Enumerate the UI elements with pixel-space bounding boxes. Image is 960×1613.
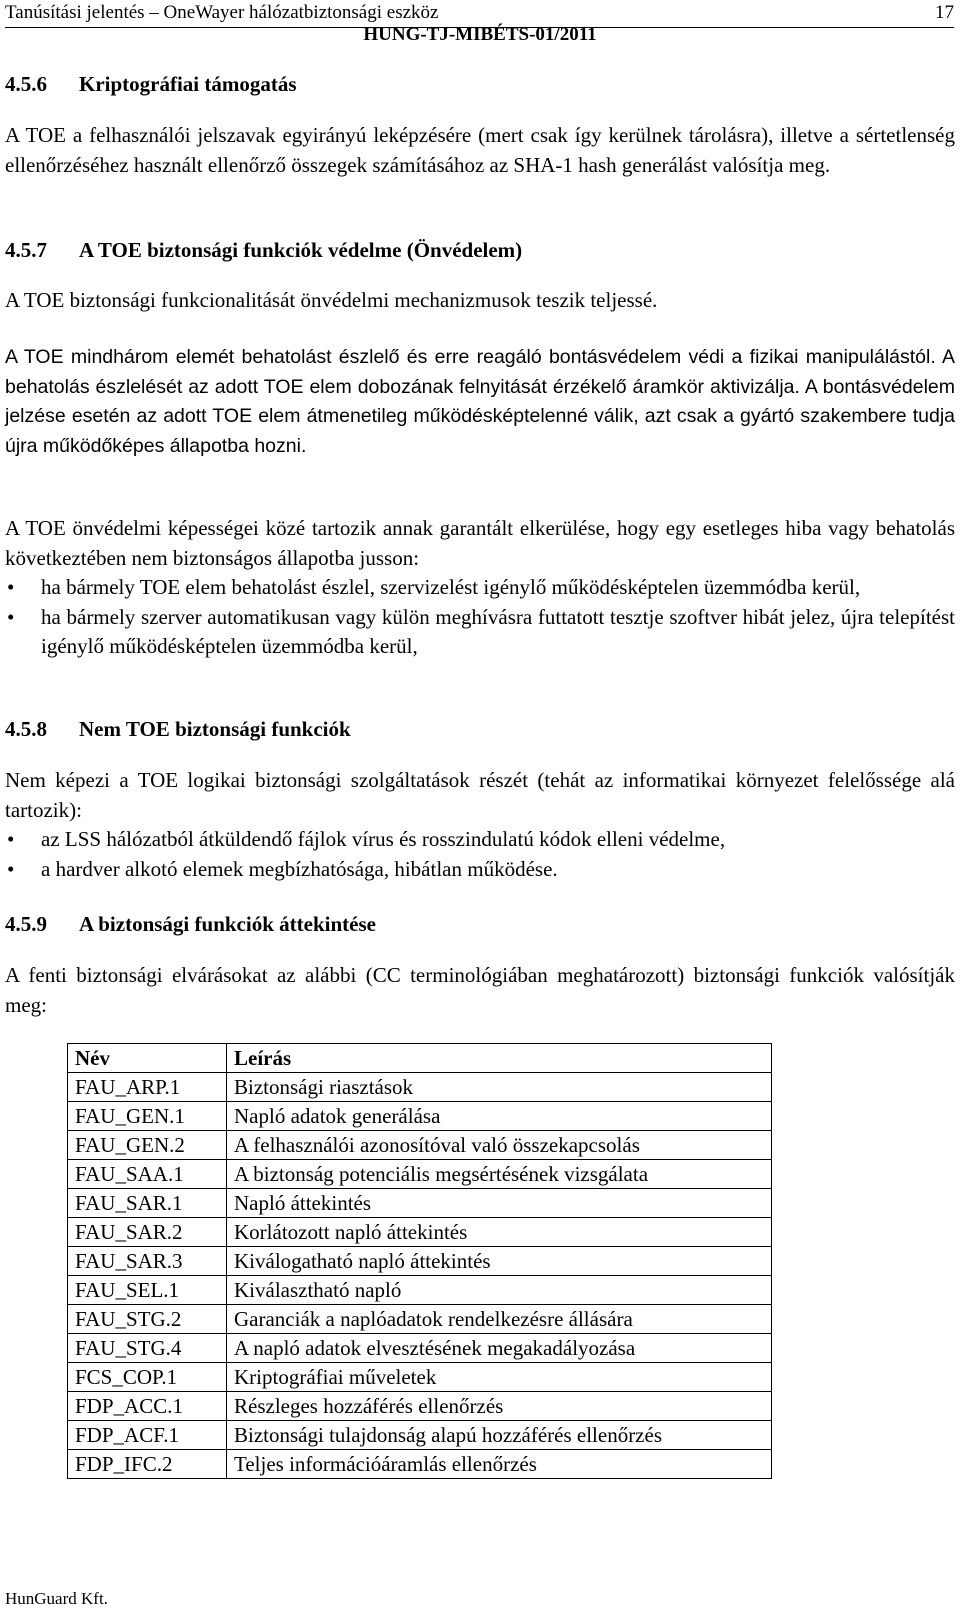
function-id: FDP_IFC.2 bbox=[68, 1450, 227, 1479]
paragraph-functions-overview: A fenti biztonsági elvárásokat az alábbi (CC terminológiában meghatározott) biztonsági funkciók valósítják meg: bbox=[5, 963, 955, 1017]
section-heading-456 bbox=[5, 72, 297, 97]
function-id: FAU_SAA.1 bbox=[68, 1160, 227, 1189]
list-item-text: az LSS hálózatból átküldendő fájlok vírus és rosszindulatú kódok elleni védelme, bbox=[41, 827, 726, 851]
list-item bbox=[5, 825, 955, 855]
page-number: 17 bbox=[935, 2, 954, 23]
function-id: FCS_COP.1 bbox=[68, 1363, 227, 1392]
function-id: FAU_SAR.1 bbox=[68, 1189, 227, 1218]
table-row bbox=[68, 1189, 772, 1218]
table-row bbox=[68, 1218, 772, 1247]
function-description: Biztonsági tulajdonság alapú hozzáférés ellenőrzés bbox=[227, 1421, 772, 1450]
section-number: 4.5.6 bbox=[5, 72, 47, 96]
function-description: A napló adatok elvesztésének megakadályozása bbox=[227, 1334, 772, 1363]
function-description: Napló áttekintés bbox=[227, 1189, 772, 1218]
table-row bbox=[68, 1363, 772, 1392]
bullet-list-non-toe bbox=[5, 825, 955, 884]
function-id: FDP_ACF.1 bbox=[68, 1421, 227, 1450]
function-description: Korlátozott napló áttekintés bbox=[227, 1218, 772, 1247]
section-number: 4.5.9 bbox=[5, 912, 47, 936]
list-item bbox=[5, 855, 955, 885]
bullet-icon: • bbox=[7, 856, 15, 881]
paragraph-self-protection-intro: A TOE biztonsági funkcionalitását önvédelmi mechanizmusok teszik teljessé. bbox=[5, 288, 658, 312]
document-reference: HUNG-TJ-MIBÉTS-01/2011 bbox=[363, 24, 597, 45]
header-title: Tanúsítási jelentés – OneWayer hálózatbiztonsági eszköz bbox=[5, 2, 439, 23]
list-item-text: a hardver alkotó elemek megbízhatósága, hibátlan működése. bbox=[41, 856, 558, 881]
section-title: Nem TOE biztonsági funkciók bbox=[79, 717, 351, 741]
security-functions-table bbox=[67, 1043, 772, 1479]
list-item bbox=[5, 603, 955, 662]
bullet-icon: • bbox=[7, 575, 15, 599]
function-description: Garanciák a naplóadatok rendelkezésre állására bbox=[227, 1305, 772, 1334]
list-item bbox=[5, 573, 955, 603]
function-id: FAU_GEN.2 bbox=[68, 1131, 227, 1160]
function-id: FAU_STG.4 bbox=[68, 1334, 227, 1363]
function-description: Kiválasztható napló bbox=[227, 1276, 772, 1305]
section-heading-458 bbox=[5, 717, 351, 742]
function-id: FAU_GEN.1 bbox=[68, 1102, 227, 1131]
function-description: A felhasználói azonosítóval való összekapcsolás bbox=[227, 1131, 772, 1160]
paragraph-crypto: A TOE a felhasználói jelszavak egyirányú leképzésére (mert csak így kerülnek tárolásra), illetve a sértetlenség ellenőrzéséhez használt ellenőrző összegek számításához az SHA-1 hash generálást valósítja meg. bbox=[5, 123, 955, 177]
footer-company: HunGuard Kft. bbox=[5, 1589, 108, 1608]
table-row bbox=[68, 1102, 772, 1131]
table-row bbox=[68, 1073, 772, 1102]
function-description: A biztonság potenciális megsértésének vizsgálata bbox=[227, 1160, 772, 1189]
table-row bbox=[68, 1160, 772, 1189]
function-description: Kriptográfiai műveletek bbox=[227, 1363, 772, 1392]
function-id: FAU_ARP.1 bbox=[68, 1073, 227, 1102]
table-row bbox=[68, 1247, 772, 1276]
paragraph-tamper-protection: A TOE mindhárom elemét behatolást észlelő és erre reagáló bontásvédelem védi a fizikai manipulálástól. A behatolás észlelését az adott TOE elem dobozának felnyitását érzékelő áramkör aktivizálja. A bontásvédelem jelzése esetén az adott TOE elem átmenetileg működésképtelenné válik, azt csak a gyártó szakembere tudja újra működőképes állapotba hozni. bbox=[5, 346, 955, 457]
column-header-name: Név bbox=[68, 1044, 227, 1073]
function-description: Biztonsági riasztások bbox=[227, 1073, 772, 1102]
table-row bbox=[68, 1131, 772, 1160]
function-description: Kiválogatható napló áttekintés bbox=[227, 1247, 772, 1276]
table-row bbox=[68, 1421, 772, 1450]
bullet-list-self-protection bbox=[5, 573, 955, 662]
section-heading-459 bbox=[5, 912, 376, 937]
function-id: FDP_ACC.1 bbox=[68, 1392, 227, 1421]
bullet-icon: • bbox=[7, 827, 15, 851]
table-row bbox=[68, 1450, 772, 1479]
function-id: FAU_SAR.2 bbox=[68, 1218, 227, 1247]
section-title: Kriptográfiai támogatás bbox=[79, 72, 297, 96]
table-row bbox=[68, 1305, 772, 1334]
section-title: A biztonsági funkciók áttekintése bbox=[79, 912, 376, 936]
function-id: FAU_STG.2 bbox=[68, 1305, 227, 1334]
paragraph-secure-state: A TOE önvédelmi képességei közé tartozik annak garantált elkerülése, hogy egy esetleges hiba vagy behatolás következtében nem biztonságos állapotba jusson: bbox=[5, 516, 955, 570]
bullet-icon: • bbox=[7, 604, 15, 629]
section-number: 4.5.7 bbox=[5, 238, 47, 262]
list-item-text: ha bármely TOE elem behatolást észlel, szervizelést igénylő működésképtelen üzemmódba kerül, bbox=[41, 575, 861, 599]
section-title: A TOE biztonsági funkciók védelme (Önvédelem) bbox=[79, 238, 523, 262]
list-item-text: ha bármely szerver automatikusan vagy külön meghívásra futtatott tesztje szoftver hibát jelez, újra telepítést igénylő működésképtelen üzemmódba kerül, bbox=[41, 604, 955, 658]
table-row bbox=[68, 1276, 772, 1305]
function-description: Részleges hozzáférés ellenőrzés bbox=[227, 1392, 772, 1421]
section-heading-457 bbox=[5, 238, 522, 263]
table-row bbox=[68, 1392, 772, 1421]
function-id: FAU_SEL.1 bbox=[68, 1276, 227, 1305]
table-header-row bbox=[68, 1044, 772, 1073]
column-header-description: Leírás bbox=[227, 1044, 772, 1073]
table-row bbox=[68, 1334, 772, 1363]
function-description: Teljes információáramlás ellenőrzés bbox=[227, 1450, 772, 1479]
section-number: 4.5.8 bbox=[5, 717, 47, 741]
function-description: Napló adatok generálása bbox=[227, 1102, 772, 1131]
paragraph-non-toe: Nem képezi a TOE logikai biztonsági szolgáltatások részét (tehát az informatikai környezet felelőssége alá tartozik): bbox=[5, 768, 955, 822]
function-id: FAU_SAR.3 bbox=[68, 1247, 227, 1276]
